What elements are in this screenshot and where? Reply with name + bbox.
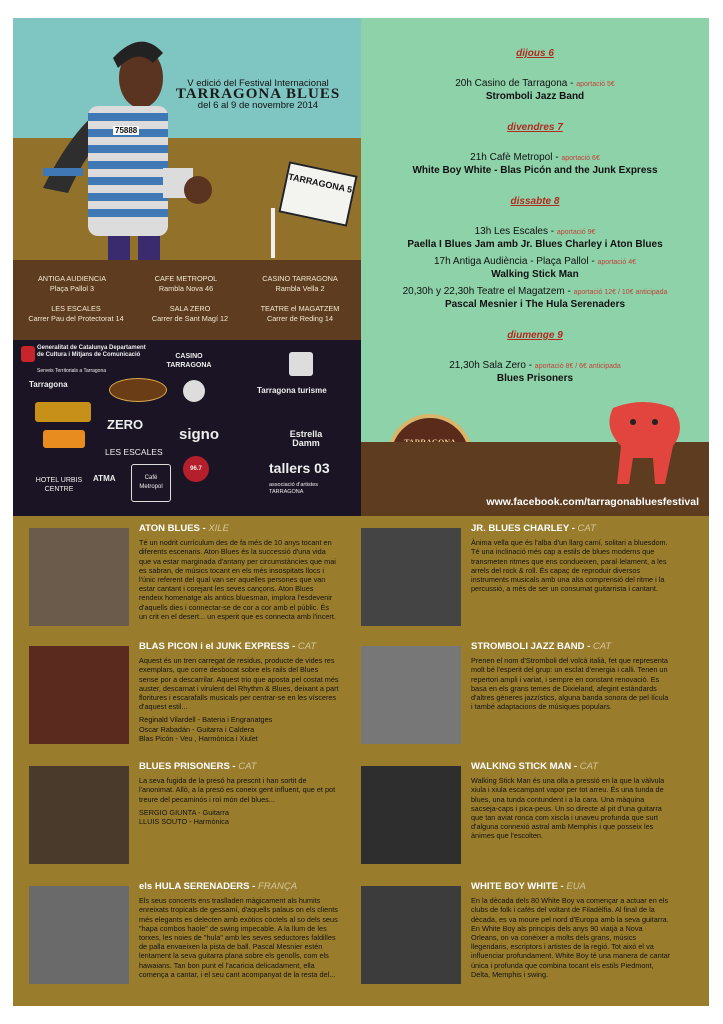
bio-card — [345, 520, 677, 638]
bio-card — [345, 758, 677, 876]
band-photo — [361, 886, 461, 984]
schedule-slot: 21,30h Sala Zero - aportació 8€ / 6€ anticipada Blues Prisoners — [449, 360, 621, 384]
schedule-slot: 17h Antiga Audiència - Plaça Pallol - aportació 4€ Walking Stick Man — [434, 256, 636, 280]
schedule-slot: 21h Cafè Metropol - aportació 6€ White Boy White - Blas Picón and the Junk Express — [412, 152, 658, 176]
venue-item: SALA ZERO Carrer de Sant Magí 12 — [151, 304, 229, 323]
bio-heading: WHITE BOY WHITE - EUA — [471, 881, 586, 892]
schedule-panel — [361, 18, 709, 442]
band-photo — [29, 766, 129, 864]
band-photo — [361, 528, 461, 626]
bio-card — [13, 638, 345, 756]
bio-card — [345, 638, 677, 756]
festival-name: TARRAGONA BLUES — [175, 86, 341, 102]
turisme-logo: Tarragona turisme — [257, 386, 327, 395]
bio-heading: STROMBOLI JAZZ BAND - CAT — [471, 641, 612, 652]
road-sign: TARRAGONA 5 — [278, 161, 357, 226]
cafe-logo: Café Metropol — [139, 475, 163, 490]
bio-text: En la dècada dels 80 White Boy va començar a actuar en els clubs de folk i cafès del voltant de Filadèlfia. Al final de la dècada, es va moure pel nord d'Europa amb la seva guitarra. En White Boy als principis dels anys 90 viatjà a Nova Orleans, on va conèixer a molts dels grans, músics llegendaris, escriptors i artistes de la regió. Tot això el va influenciar profundament. White Boy té una manera de cantar única i profunda que combina tocant els estils Piedmont, Delta, Memphis i swing. — [471, 896, 671, 979]
day-heading: dissabte 8 — [510, 196, 560, 207]
bio-text: Ànima vella que és l'alba d'un llarg camí, solitari a bluesdom. Té una inclinació més cap a estils de blues moderns que transmeten ritmes que ens condueixen, paral·lelament, a les arrels del rock & roll. És capaç de reproduir diversos instruments musicals amb una alta comprensió del ritme i la percussió, a més de ser un consumat guitarrista i cantant. — [471, 538, 668, 594]
poster-title-block — [163, 78, 353, 111]
venue-item: TEATRE el MAGATZEM Carrer de Reding 14 — [260, 304, 340, 323]
venue-list — [13, 260, 361, 340]
festival-dates: del 6 al 9 de novembre 2014 — [197, 100, 319, 111]
bio-card — [345, 878, 677, 996]
bio-heading: JR. BLUES CHARLEY - CAT — [471, 523, 596, 534]
restaurant-logo — [109, 378, 167, 402]
bio-card — [13, 758, 345, 876]
bio-heading: BLUES PRISONERS - CAT — [139, 761, 257, 772]
atma-logo: ATMA — [93, 474, 116, 483]
sala-zero-logo: ZERO — [107, 417, 144, 432]
edition-line: V edició del Festival Internacional — [187, 78, 329, 89]
bio-heading: WALKING STICK MAN - CAT — [471, 761, 599, 772]
bio-members: SERGIO GIUNTA - Guitarra LLUIS SOUTO - Harmònica — [139, 807, 229, 827]
tallers-subtext: associació d'artistes TARRAGONA — [269, 482, 319, 495]
bio-heading: BLAS PICON i el JUNK EXPRESS - CAT — [139, 641, 317, 652]
schedule-slot: 20,30h y 22,30h Teatre el Magatzem - aportació 12€ / 10€ anticipada Pascal Mesnier i The Hula Serenaders — [402, 286, 668, 310]
bulldog-illustration — [603, 398, 687, 484]
bio-text: Aquest és un tren carregat de residus, producte de vides res exemplars, que corre desbocat sobre els rails del Blues sense por a descarrilar. Aquest trio que aposta pel costat més auster, descarnat i virulent del Rhythm & Blues, deixant a part floritures i escarafalls musicals per centrar-se en les vísceres d'aquest estil... — [139, 656, 339, 712]
bio-text: Walking Stick Man és una olla a pressió en la que la vàlvula xiula i xiula escampant vapor per tot arreu. És una tunda de blues, una tunda contundent i a la cara. Una màquina sacseja-caps i pica-peus. Un so directe al pit d'una guitarra que tan aviat ronca com xiscla i unaveu profunda que surt d'alguna connexió astral amb Memphis i que posseix les ànimes que l'escolten. — [471, 776, 665, 841]
bio-text: Té un nodrit currículum des de fa més de 10 anys tocant en diferents escenaris. Aton Blues és la successió d'una vida que va estar marginada d'antany per circumstàncies que mai es sabran, de músics tocant en els més insospitats llocs i l'únic referent del qual van ser aquelles persones que van estar cantant i corejant les seves cançons. Aton Blues rendeix homenatge als antics bluesman, implora l'esdevenir d'aquells dies i connectar-se de cor a cor amb el públic. És un crit en el desert... un esperit que es connecta amb l'incert. — [139, 538, 336, 621]
band-photo — [29, 886, 129, 984]
bio-card — [13, 878, 345, 996]
venue-item: ANTIGA AUDIENCIA Plaça Pallol 3 — [37, 274, 107, 293]
yellow-logo — [35, 402, 91, 422]
generalitat-logo — [21, 346, 35, 362]
facebook-link[interactable]: www.facebook.com/tarragonabluesfestival — [486, 496, 699, 508]
ajuntament-logo: Tarragona — [29, 380, 68, 389]
turisme-mark — [289, 352, 313, 376]
bio-heading: els HULA SERENADERS - FRANÇA — [139, 881, 298, 892]
orange-logo — [43, 430, 85, 448]
shirt-number: 75888 — [115, 126, 138, 135]
sponsor-logos — [13, 340, 361, 516]
venue-item: LES ESCALES Carrer Pau del Protectorat 14 — [28, 304, 124, 323]
venue-item: CAFE METROPOL Rambla Nova 46 — [154, 274, 218, 293]
schedule-slot: 13h Les Escales - aportació 9€ Paella I Blues Jam amb Jr. Blues Charley i Aton Blues — [407, 226, 663, 250]
estrella-logo: Estrella Damm — [289, 429, 323, 448]
festival-poster — [13, 18, 361, 260]
tf-logo — [183, 380, 205, 402]
bio-members: Reginald Vilardell - Bateria i Engranatges Oscar Rabadán - Guitarra i Caldera Blas Picón - Veu , Harmònica i Xiulet — [139, 715, 273, 743]
band-photo — [361, 766, 461, 864]
bluesman-illustration — [13, 18, 361, 260]
bio-card — [13, 520, 345, 638]
day-heading: divendres 7 — [507, 122, 563, 133]
schedule-slot: 20h Casino de Tarragona - aportació 5€ Stromboli Jazz Band — [455, 78, 615, 102]
casino-logo: CASINO TARRAGONA — [166, 353, 212, 369]
bio-text: Prenen el nom d'Stromboli del volcà italià, fet que representa molt bé l'esperit del grup: un esclat d'energia i calli. Tenen un repertori ampli i variat, i sempre en constant renovació. Es basa en els grans temes de Dixieland, afegint estàndards d'altres gèneres jazzístics, alguna banda sonora de pel·lícula i també adaptacions de músiques populars. — [471, 656, 669, 712]
bio-text: Els seus concerts ens traslladen màgicament als humits enreixats tropicals de gessamí, d'aquells palaus on els clients més elegants es delecten amb exòtics còctels al so dels seus "hapa combos haole" de swing impecable. A la llum de les torxes, les noies de "hula" amb les seves seductores faldilles de palla envaeixen la pista de ball. Pascal Mesnier estén lentament la seva guitarra plana sobre els genolls, com els hawaians. Tan bon punt el l'acaricia delicadament, ella comença a cantar, i el seu cant acompanyat de la resta del... — [139, 896, 338, 979]
band-photo — [361, 646, 461, 744]
bio-heading: ATON BLUES - XILE — [139, 523, 229, 534]
band-photo — [29, 646, 129, 744]
radio-logo: 96.7 — [190, 466, 202, 472]
generalitat-text: Generalitat de Catalunya Departament de Cultura i Mitjans de Comunicació — [37, 345, 146, 358]
bio-text: La seva fugida de la presó ha prescrit i han sortit de l'anonimat. Allò, a la presó es coneix gent influent, que et pot treure del pecaminós i roí món del blues... — [139, 776, 336, 804]
flyer — [13, 18, 709, 1006]
hotel-logo: HOTEL URBIS CENTRE — [35, 477, 83, 493]
day-heading: dijous 6 — [516, 48, 554, 59]
les-escales-logo: LES ESCALES — [105, 447, 163, 457]
signo-logo: signo — [179, 426, 219, 443]
venue-item: CASINO TARRAGONA Rambla Vella 2 — [262, 274, 338, 293]
band-photo — [29, 528, 129, 626]
generalitat-subtext: Serveis Territorials a Tarragona — [37, 368, 107, 374]
day-heading: diumenge 9 — [507, 330, 563, 341]
tallers-logo: tallers 03 — [269, 460, 330, 476]
